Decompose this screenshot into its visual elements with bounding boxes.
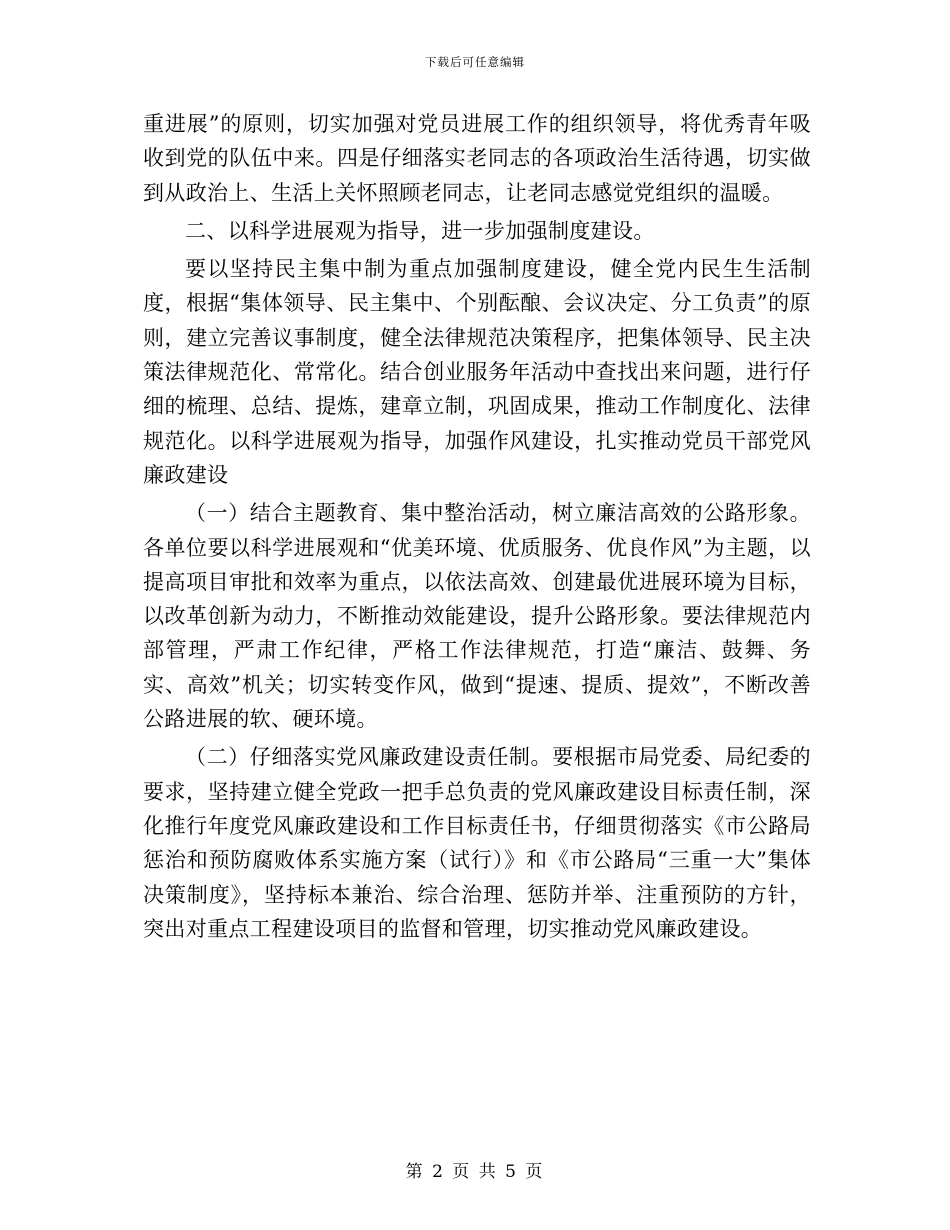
page-header: 下载后可任意编辑 (425, 55, 525, 69)
page-number: 第 2 页 共 5 页 (405, 1162, 545, 1182)
paragraph-continuation: 重进展”的原则，切实加强对党员进展工作的组织领导，将优秀青年吸收到党的队伍中来。四是仔细落实老同志的各项政治生活待遇，切实做到从政治上、生活上关怀照顾老同志，让老同志感觉党组织的温暖。 (143, 112, 811, 205)
paragraph-subsection-two: （二）仔细落实党风廉政建设责任制。要根据市局党委、局纪委的要求，坚持建立健全党政一把手总负责的党风廉政建设目标责任制，深化推行年度党风廉政建设和工作目标责任书，仔细贯彻落实《市公路局惩治和预防腐败体系实施方案（试行）》和《市公路局“三重一大”集体决策制度》，坚持标本兼治、综合治理、惩防并举、注重预防的方针，突出对重点工程建设项目的监督和管理，切实推动党风廉政建设。 (143, 745, 811, 941)
paragraph-system-building: 要以坚持民主集中制为重点加强制度建设，健全党内民生生活制度，根据“集体领导、民主集中、个别酝酿、会议决定、分工负责”的原则，建立完善议事制度，健全法律规范决策程序，把集体领导、民主决策法律规范化、常常化。结合创业服务年活动中查找出来问题，进行仔细的梳理、总结、提炼，建章立制，巩固成果，推动工作制度化、法律规范化。以科学进展观为指导，加强作风建设，扎实推动党员干部党风廉政建设 (143, 257, 811, 487)
document-body (143, 107, 811, 950)
section-heading-two: 二、以科学进展观为指导，进一步加强制度建设。 (185, 218, 655, 243)
paragraph-subsection-one: （一）结合主题教育、集中整治活动，树立廉洁高效的公路形象。各单位要以科学进展观和“优美环境、优质服务、优良作风”为主题，以提高项目审批和效率为重点，以依法高效、创建最优进展环境为目标，以改革创新为动力，不断推动效能建设，提升公路形象。要法律规范内部管理，严肃工作纪律，严格工作法律规范，打造“廉洁、鼓舞、务实、高效”机关；切实转变作风，做到“提速、提质、提效”，不断改善公路进展的软、硬环境。 (143, 501, 811, 732)
